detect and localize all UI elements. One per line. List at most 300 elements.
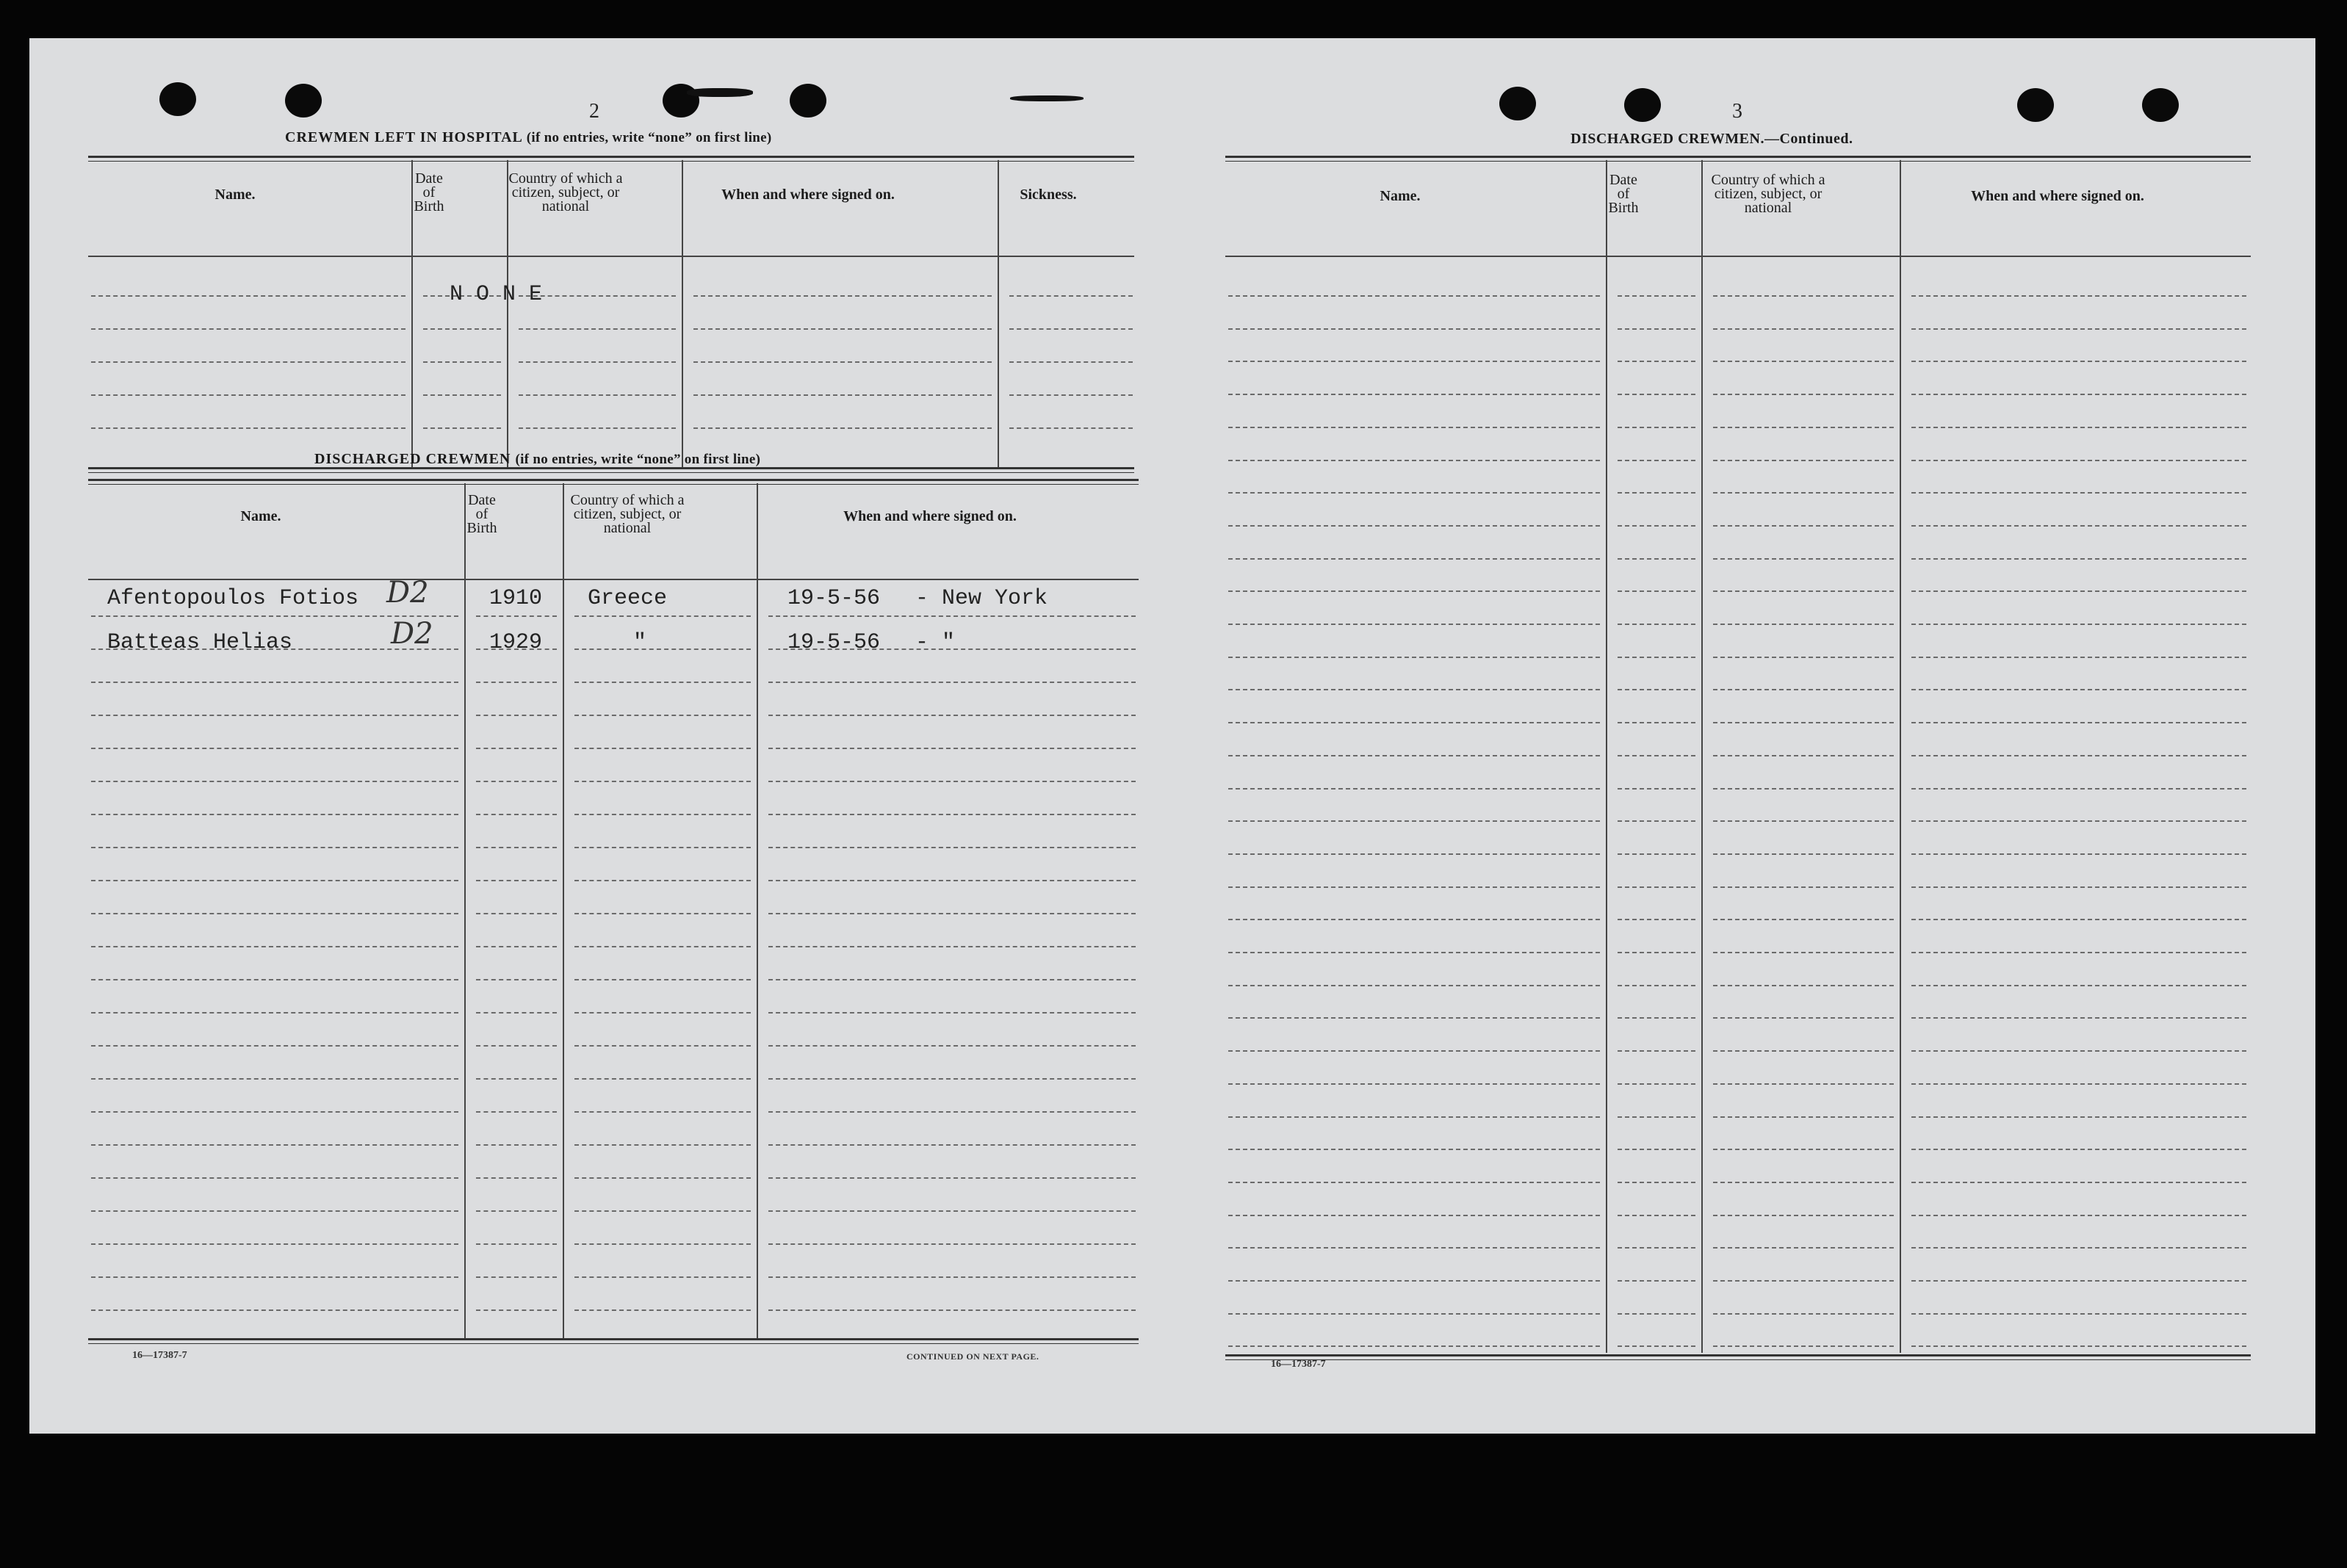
ruled-line	[1618, 952, 1695, 953]
ruled-line	[91, 1144, 458, 1146]
ruled-line	[1713, 722, 1894, 723]
ruled-line	[1911, 1182, 2246, 1183]
col-divider	[563, 483, 564, 1340]
ruled-line	[574, 1276, 751, 1278]
ruled-line	[574, 715, 751, 716]
page-number: 2	[589, 100, 599, 123]
ruled-line	[91, 328, 405, 330]
crew-signed-place: - New York	[915, 586, 1048, 611]
ruled-line	[1713, 1116, 1894, 1118]
dob-line: of	[475, 506, 488, 522]
ruled-line	[768, 1012, 1136, 1014]
ruled-line	[423, 361, 501, 363]
ruled-line	[768, 615, 1136, 617]
hospital-section-title	[285, 129, 772, 146]
handwritten-mark: D2	[391, 617, 433, 651]
ruled-line	[1911, 1215, 2246, 1216]
ruled-line	[574, 979, 751, 980]
ruled-line	[1228, 1313, 1600, 1315]
ruled-line	[1713, 492, 1894, 494]
ruled-line	[1228, 820, 1600, 822]
punch-hole	[159, 82, 196, 116]
ruled-line	[768, 682, 1136, 683]
col-head-signed: When and where signed on.	[843, 508, 1017, 524]
ruled-line	[1713, 558, 1894, 560]
crew-signed-date: 19-5-56	[787, 586, 881, 611]
ruled-line	[1713, 427, 1894, 428]
ruled-line	[519, 328, 676, 330]
ruled-line	[574, 880, 751, 881]
ruled-line	[423, 427, 501, 429]
ruled-line	[1228, 919, 1600, 920]
punch-hole	[285, 84, 322, 118]
ruled-line	[476, 1309, 557, 1311]
ruled-line	[574, 1078, 751, 1080]
col-divider	[464, 483, 466, 1340]
col-divider	[1900, 160, 1901, 1353]
col-head-name: Name.	[214, 187, 256, 203]
ruled-line	[1618, 919, 1695, 920]
ruled-line	[1618, 1247, 1695, 1249]
ruled-line	[1911, 361, 2246, 362]
ruled-line	[768, 748, 1136, 749]
ruled-line	[1911, 590, 2246, 592]
country-line: national	[1744, 200, 1792, 216]
ruled-line	[768, 1144, 1136, 1146]
dob-line: of	[1617, 186, 1630, 202]
header-bottom-rule	[88, 579, 1139, 580]
ruled-line	[574, 847, 751, 848]
ruled-line	[574, 648, 751, 650]
ruled-line	[1618, 1116, 1695, 1118]
ruled-line	[1228, 525, 1600, 527]
ruled-line	[1713, 1215, 1894, 1216]
ruled-line	[1228, 952, 1600, 953]
ruled-line	[91, 946, 458, 947]
ruled-line	[574, 1210, 751, 1212]
ruled-line	[1618, 886, 1695, 888]
ruled-line	[1911, 1050, 2246, 1052]
ruled-line	[1713, 755, 1894, 756]
ruled-line	[91, 1078, 458, 1080]
ruled-line	[1911, 394, 2246, 395]
ruled-line	[1618, 295, 1695, 297]
ruled-line	[1911, 328, 2246, 330]
ruled-line	[423, 328, 501, 330]
country-line: Country of which a	[1711, 172, 1825, 188]
ruled-line	[476, 1078, 557, 1080]
header-bottom-rule	[1225, 256, 2251, 257]
ruled-line	[476, 847, 557, 848]
hospital-title-text: CREWMEN LEFT IN HOSPITAL	[285, 129, 522, 145]
ruled-line	[1618, 394, 1695, 395]
table-bottom-rule	[88, 1338, 1139, 1340]
ruled-line	[1713, 361, 1894, 362]
ruled-line	[1228, 1345, 1600, 1347]
ruled-line	[1713, 624, 1894, 625]
ruled-line	[1911, 1280, 2246, 1282]
ruled-line	[1713, 295, 1894, 297]
ruled-line	[768, 1309, 1136, 1311]
ruled-line	[1713, 886, 1894, 888]
punch-hole	[2142, 88, 2179, 122]
ruled-line	[476, 946, 557, 947]
continued-section-title: DISCHARGED CREWMEN.—Continued.	[1571, 131, 1853, 147]
ruled-line	[1713, 853, 1894, 855]
form-number: 16—17387-7	[1271, 1359, 1326, 1370]
col-divider	[411, 160, 413, 469]
ruled-line	[1228, 460, 1600, 461]
discharged-title-text: DISCHARGED CREWMEN	[314, 451, 511, 467]
ruled-line	[768, 814, 1136, 815]
ruled-line	[1911, 1083, 2246, 1085]
ruled-line	[1228, 1182, 1600, 1183]
ruled-line	[1911, 1017, 2246, 1019]
ruled-line	[768, 1177, 1136, 1179]
ruled-line	[768, 715, 1136, 716]
ruled-line	[1911, 788, 2246, 790]
ruled-line	[1713, 328, 1894, 330]
ruled-line	[423, 394, 501, 396]
ruled-line	[1618, 722, 1695, 723]
ruled-line	[768, 1111, 1136, 1113]
ruled-line	[1228, 1050, 1600, 1052]
ruled-line	[768, 1276, 1136, 1278]
ruled-line	[1618, 788, 1695, 790]
ruled-line	[1911, 919, 2246, 920]
crew-country: "	[633, 630, 647, 655]
ruled-line	[1228, 1247, 1600, 1249]
ruled-line	[1713, 1247, 1894, 1249]
ruled-line	[476, 1111, 557, 1113]
ruled-line	[1618, 1280, 1695, 1282]
ruled-line	[519, 394, 676, 396]
ruled-line	[476, 715, 557, 716]
ruled-line	[1228, 624, 1600, 625]
ruled-line	[1618, 427, 1695, 428]
ruled-line	[91, 427, 405, 429]
ruled-line	[1618, 1050, 1695, 1052]
ruled-line	[1911, 952, 2246, 953]
crew-signed-date: 19-5-56	[787, 630, 881, 655]
punch-hole	[1624, 88, 1661, 122]
dob-line: Date	[415, 170, 443, 187]
hospital-none-entry: N O N E	[450, 282, 543, 307]
country-line: Country of which a	[570, 492, 685, 508]
ruled-line	[91, 682, 458, 683]
col-head-dob	[435, 494, 529, 535]
ruled-line	[91, 1243, 458, 1245]
ruled-line	[1713, 394, 1894, 395]
ruled-line	[574, 814, 751, 815]
ruled-line	[1911, 1116, 2246, 1118]
ruled-line	[1618, 853, 1695, 855]
col-head-signed: When and where signed on.	[1971, 188, 2144, 204]
ruled-line	[1228, 295, 1600, 297]
ink-smudge	[1010, 95, 1084, 101]
ruled-line	[519, 295, 676, 297]
ruled-line	[574, 1111, 751, 1113]
ruled-line	[1228, 558, 1600, 560]
ruled-line	[476, 615, 557, 617]
ruled-line	[1911, 985, 2246, 986]
ruled-line	[1228, 1215, 1600, 1216]
ruled-line	[1618, 657, 1695, 658]
ruled-line	[91, 394, 405, 396]
ruled-line	[574, 748, 751, 749]
ruled-line	[519, 361, 676, 363]
ruled-line	[91, 1177, 458, 1179]
ruled-line	[476, 748, 557, 749]
ruled-line	[1911, 722, 2246, 723]
ruled-line	[1713, 1149, 1894, 1150]
col-divider	[682, 160, 683, 469]
form-sheet	[29, 38, 2315, 1434]
ruled-line	[1228, 492, 1600, 494]
ruled-line	[1618, 755, 1695, 756]
ruled-line	[1228, 657, 1600, 658]
ruled-line	[768, 979, 1136, 980]
ruled-line	[1713, 657, 1894, 658]
ruled-line	[476, 1012, 557, 1014]
punch-hole	[2017, 88, 2054, 122]
discharged-section-title	[314, 451, 760, 468]
ruled-line	[1713, 590, 1894, 592]
ruled-line	[1618, 1017, 1695, 1019]
ruled-line	[1228, 886, 1600, 888]
ruled-line	[693, 427, 992, 429]
ruled-line	[574, 1309, 751, 1311]
col-divider	[998, 160, 999, 469]
ruled-line	[1911, 1313, 2246, 1315]
ruled-line	[574, 615, 751, 617]
ruled-line	[91, 1111, 458, 1113]
ruled-line	[1009, 361, 1133, 363]
ruled-line	[1009, 394, 1133, 396]
ruled-line	[768, 1078, 1136, 1080]
ruled-line	[1618, 460, 1695, 461]
col-head-dob	[382, 172, 476, 214]
hospital-title-note: (if no entries, write “none” on first line)	[526, 130, 772, 145]
ruled-line	[1713, 788, 1894, 790]
col-divider	[757, 483, 758, 1340]
ink-smudge	[687, 88, 753, 97]
ruled-line	[476, 1276, 557, 1278]
form-number: 16—17387-7	[132, 1350, 187, 1361]
header-bottom-rule	[88, 256, 1134, 257]
col-divider	[507, 160, 508, 469]
ruled-line	[1911, 1247, 2246, 1249]
ruled-line	[1228, 1017, 1600, 1019]
ruled-line	[1228, 394, 1600, 395]
ruled-line	[768, 1210, 1136, 1212]
ruled-line	[1228, 361, 1600, 362]
col-head-sickness: Sickness.	[1020, 187, 1077, 203]
ruled-line	[768, 1045, 1136, 1047]
ruled-line	[1911, 755, 2246, 756]
ruled-line	[1228, 427, 1600, 428]
ruled-line	[1713, 919, 1894, 920]
ruled-line	[574, 913, 751, 914]
country-line: national	[603, 520, 652, 536]
ruled-line	[693, 295, 992, 297]
ruled-line	[693, 394, 992, 396]
ruled-line	[476, 781, 557, 782]
dob-line: Date	[468, 492, 496, 508]
ruled-line	[91, 295, 405, 297]
ruled-line	[476, 913, 557, 914]
discharged-title-note: (if no entries, write “none” on first line)	[515, 452, 761, 467]
ruled-line	[1228, 985, 1600, 986]
ruled-line	[1911, 689, 2246, 690]
ruled-line	[1911, 853, 2246, 855]
ruled-line	[1618, 689, 1695, 690]
ruled-line	[476, 1243, 557, 1245]
ruled-line	[1228, 1083, 1600, 1085]
ruled-line	[1911, 427, 2246, 428]
ruled-line	[1713, 1083, 1894, 1085]
ruled-line	[1009, 427, 1133, 429]
country-line: national	[541, 198, 590, 214]
ruled-line	[91, 361, 405, 363]
ruled-line	[91, 748, 458, 749]
ruled-line	[1713, 1313, 1894, 1315]
ruled-line	[1228, 590, 1600, 592]
ruled-line	[1618, 1182, 1695, 1183]
ruled-line	[91, 1045, 458, 1047]
country-line: citizen, subject, or	[511, 184, 620, 200]
country-line: citizen, subject, or	[573, 506, 682, 522]
ruled-line	[768, 1243, 1136, 1245]
ruled-line	[1228, 689, 1600, 690]
ruled-line	[1713, 689, 1894, 690]
ruled-line	[1618, 1313, 1695, 1315]
ruled-line	[1228, 1149, 1600, 1150]
ruled-line	[476, 1177, 557, 1179]
ruled-line	[574, 946, 751, 947]
page-number: 3	[1732, 100, 1742, 123]
ruled-line	[1009, 295, 1133, 297]
table-top-rule	[1225, 156, 2251, 158]
ruled-line	[1618, 1345, 1695, 1347]
crew-dob: 1929	[489, 630, 543, 655]
ruled-line	[476, 814, 557, 815]
col-head-name: Name.	[240, 508, 281, 524]
ruled-line	[768, 847, 1136, 848]
ruled-line	[1618, 492, 1695, 494]
ruled-line	[574, 1243, 751, 1245]
ruled-line	[91, 1012, 458, 1014]
dob-line: Date	[1609, 172, 1637, 188]
hospital-table	[88, 156, 1134, 470]
ruled-line	[1228, 1116, 1600, 1118]
ruled-line	[91, 1276, 458, 1278]
ruled-line	[476, 1144, 557, 1146]
dob-line: of	[422, 184, 436, 200]
ruled-line	[1911, 820, 2246, 822]
ruled-line	[1009, 328, 1133, 330]
ruled-line	[1618, 558, 1695, 560]
dob-line: Birth	[414, 198, 444, 214]
ruled-line	[1713, 1345, 1894, 1347]
ruled-line	[91, 880, 458, 881]
ruled-line	[1618, 985, 1695, 986]
ruled-line	[693, 361, 992, 363]
ruled-line	[91, 814, 458, 815]
ruled-line	[1618, 1149, 1695, 1150]
punch-hole	[1499, 87, 1536, 120]
table-top-rule	[88, 156, 1134, 158]
continued-note: CONTINUED ON NEXT PAGE.	[906, 1351, 1039, 1362]
ruled-line	[91, 715, 458, 716]
ruled-line	[574, 1012, 751, 1014]
ruled-line	[476, 880, 557, 881]
crew-country: Greece	[588, 586, 668, 611]
ruled-line	[91, 847, 458, 848]
table-bottom-rule	[1225, 1354, 2251, 1356]
ruled-line	[91, 979, 458, 980]
ruled-line	[1911, 657, 2246, 658]
ruled-line	[768, 913, 1136, 914]
ruled-line	[476, 979, 557, 980]
ruled-line	[1713, 820, 1894, 822]
dob-line: Birth	[1608, 200, 1639, 216]
ruled-line	[476, 1210, 557, 1212]
ruled-line	[1911, 1149, 2246, 1150]
ruled-line	[1911, 492, 2246, 494]
ruled-line	[1618, 328, 1695, 330]
ruled-line	[519, 427, 676, 429]
col-head-dob	[1576, 173, 1670, 215]
col-head-country	[532, 494, 723, 535]
ruled-line	[693, 328, 992, 330]
ruled-line	[1713, 525, 1894, 527]
col-head-signed: When and where signed on.	[721, 187, 895, 203]
handwritten-mark: D2	[386, 576, 429, 610]
ruled-line	[768, 781, 1136, 782]
ruled-line	[91, 1309, 458, 1311]
ruled-line	[1911, 624, 2246, 625]
ruled-line	[1618, 1083, 1695, 1085]
ruled-line	[1618, 361, 1695, 362]
ruled-line	[1228, 853, 1600, 855]
discharged-continued-table	[1225, 156, 2251, 1359]
ruled-line	[574, 1177, 751, 1179]
ruled-line	[1911, 1345, 2246, 1347]
ruled-line	[91, 781, 458, 782]
crew-signed-place: - "	[915, 630, 956, 655]
crew-name: Batteas Helias	[107, 630, 293, 655]
ruled-line	[91, 1210, 458, 1212]
country-line: Country of which a	[508, 170, 623, 187]
ruled-line	[1713, 1182, 1894, 1183]
ruled-line	[1618, 820, 1695, 822]
col-divider	[1606, 160, 1607, 1353]
punch-hole	[790, 84, 826, 118]
ruled-line	[1228, 1280, 1600, 1282]
col-divider	[1701, 160, 1703, 1353]
ruled-line	[1911, 525, 2246, 527]
ruled-line	[574, 781, 751, 782]
ruled-line	[1228, 788, 1600, 790]
ruled-line	[91, 913, 458, 914]
ruled-line	[1618, 624, 1695, 625]
crew-name: Afentopoulos Fotios	[107, 586, 359, 611]
dob-line: Birth	[466, 520, 497, 536]
ruled-line	[574, 682, 751, 683]
ruled-line	[476, 682, 557, 683]
col-head-country	[477, 172, 654, 214]
